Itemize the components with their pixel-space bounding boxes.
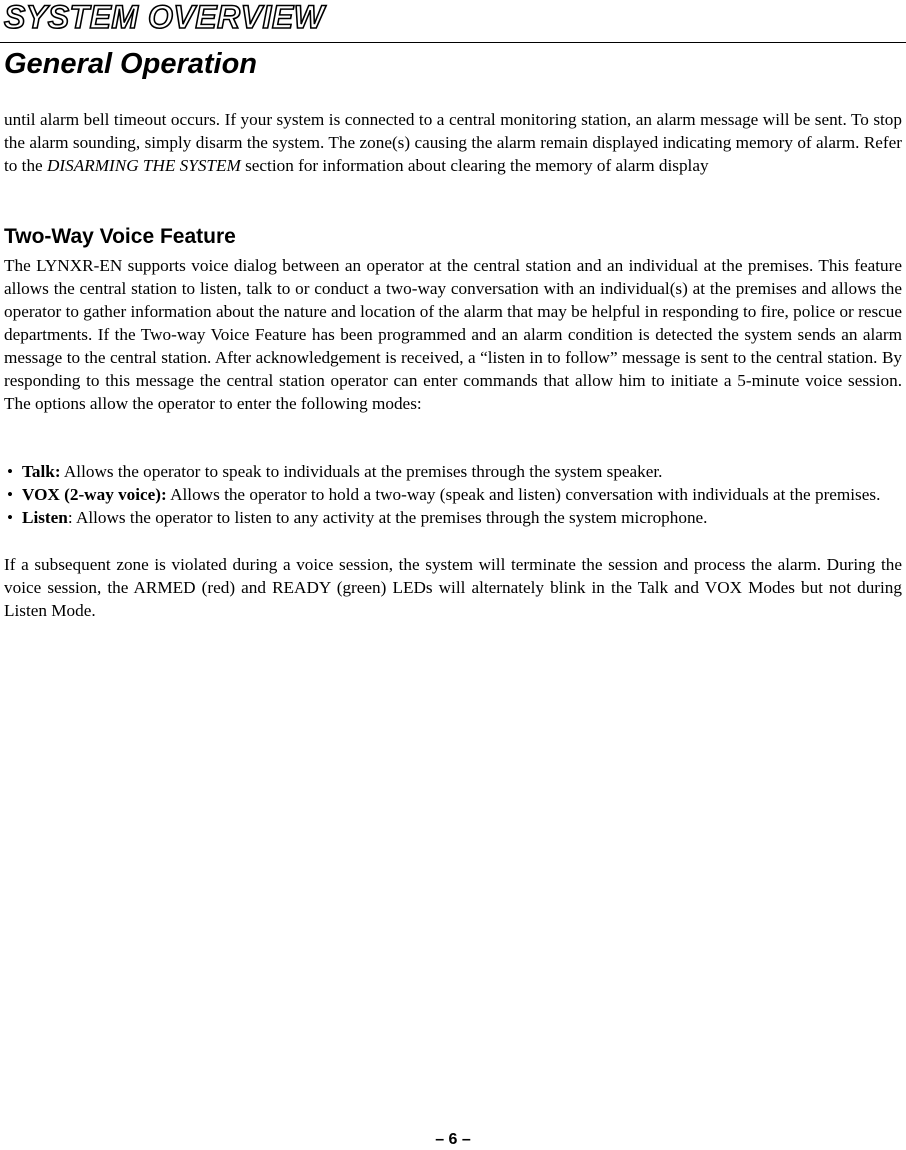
intro-text-before: until alarm bell timeout occurs. If your system is connected to a central monitoring station, an alarm message will be sent. To stop the alarm sounding, simply disarm the system. The zone(s) causing the alarm remain displayed indicating memory of alarm. Refer to the — [4, 110, 902, 175]
mode-term: VOX (2-way voice): — [22, 485, 167, 504]
disarming-reference: DISARMING THE SYSTEM — [46, 156, 241, 175]
mode-item-vox — [4, 483, 902, 506]
section-title: General Operation — [4, 48, 258, 80]
mode-item-listen — [4, 506, 902, 529]
mode-term: Listen — [22, 508, 68, 527]
bullet-icon: • — [6, 508, 14, 527]
bullet-icon: • — [6, 462, 14, 481]
chapter-title: SYSTEM OVERVIEW — [4, 0, 325, 35]
mode-description: : Allows the operator to listen to any activity at the premises through the system microphone. — [67, 508, 708, 527]
closing-paragraph: If a subsequent zone is violated during a voice session, the system will terminate the session and process the alarm. During the voice session, the ARMED (red) and READY (green) LEDs will alternately blink in the Talk and VOX Modes but not during Listen Mode. — [4, 555, 902, 620]
mode-term: Talk: — [22, 462, 61, 481]
mode-item-talk — [4, 460, 902, 483]
two-way-voice-paragraph: The LYNXR-EN supports voice dialog between an operator at the central station and an individual at the premises. This feature allows the central station to listen, talk to or conduct a two-way conversation with an individual(s) at the premises and allows the operator to gather information about the nature and location of the alarm that may be helpful in responding to fire, police or rescue departments. If the Two-way Voice Feature has been programmed and an alarm condition is detected the system sends an alarm message to the central station. After acknowledgement is received, a “listen in to follow” message is sent to the central station. By responding to this message the central station operator can enter commands that allow him to initiate a 5-minute voice session. The options allow the operator to enter the following modes: — [4, 256, 902, 413]
intro-paragraph — [4, 108, 902, 177]
bullet-icon: • — [6, 485, 14, 504]
mode-description: Allows the operator to hold a two-way (speak and listen) conversation with individuals at the premises. — [166, 485, 881, 504]
two-way-voice-heading: Two-Way Voice Feature — [4, 225, 236, 248]
page-number: – 6 – — [435, 1131, 471, 1148]
voice-modes-list — [4, 460, 902, 529]
intro-text-after: section for information about clearing the memory of alarm display — [240, 156, 709, 175]
mode-description: Allows the operator to speak to individuals at the premises through the system speaker. — [60, 462, 663, 481]
header-divider — [0, 42, 906, 43]
